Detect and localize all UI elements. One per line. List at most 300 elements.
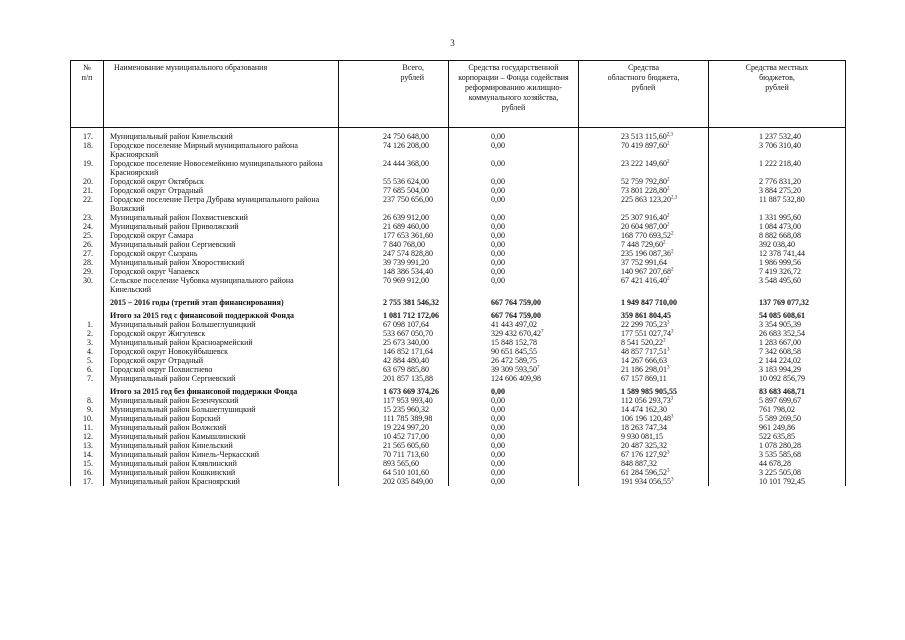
footnote-marker: 3 (670, 396, 674, 402)
row-name (104, 128, 339, 142)
row-regional (579, 222, 709, 231)
row-local-value: 7 342 608,58 (759, 347, 801, 356)
footnote-marker: 3 (671, 414, 674, 420)
row-number (71, 383, 104, 396)
row-total (339, 276, 449, 294)
row-name-value: Муниципальный район Большеглушицкий (110, 405, 256, 414)
row-name-value: Муниципальный район Кинельский (110, 132, 233, 141)
row-regional-value: 191 934 056,55 (621, 477, 671, 486)
row-name (104, 441, 339, 450)
row-local (709, 141, 846, 159)
row-number-value: 19. (83, 159, 93, 168)
row-fund (449, 213, 579, 222)
table-row (71, 459, 846, 468)
row-total (339, 423, 449, 432)
row-total-value: 202 035 849,00 (383, 477, 433, 486)
row-name-value: Городское поселение Петра Дубрава муниципального района Волжский (110, 195, 320, 213)
row-total-value: 15 235 960,32 (383, 405, 429, 414)
row-regional (579, 441, 709, 450)
row-name-value: Городской округ Самара (110, 231, 194, 240)
row-local-value: 44 678,28 (759, 459, 791, 468)
row-local-value: 10 092 856,79 (759, 374, 805, 383)
row-name (104, 258, 339, 267)
table-row (71, 128, 846, 142)
row-number (71, 477, 104, 486)
row-local-value: 3 548 495,60 (759, 276, 801, 285)
row-fund-value: 0,00 (491, 177, 505, 186)
row-fund (449, 186, 579, 195)
row-fund-value: 0,00 (491, 387, 505, 396)
footnote-marker: 3 (667, 365, 670, 371)
row-name-value: Городской округ Жигулевск (110, 329, 206, 338)
footnote-marker: 2 (667, 177, 670, 183)
row-local (709, 240, 846, 249)
footnote-marker: 2,3 (671, 195, 678, 201)
financing-table (70, 60, 846, 486)
row-regional (579, 195, 709, 213)
footnote-marker: 7 (541, 329, 544, 335)
row-fund (449, 258, 579, 267)
row-regional (579, 258, 709, 267)
row-fund (449, 307, 579, 320)
row-regional (579, 240, 709, 249)
row-number-value: 16. (83, 468, 93, 477)
table-row (71, 222, 846, 231)
row-regional-value: 14 267 666,63 (621, 356, 667, 365)
row-number (71, 222, 104, 231)
table-row (71, 177, 846, 186)
row-number-value: 3. (87, 338, 93, 347)
row-fund-value: 26 472 589,75 (491, 356, 537, 365)
row-number (71, 240, 104, 249)
row-regional (579, 477, 709, 486)
row-name (104, 396, 339, 405)
row-number-value: 14. (83, 450, 93, 459)
row-total (339, 405, 449, 414)
table-row (71, 441, 846, 450)
row-total (339, 468, 449, 477)
row-local (709, 177, 846, 186)
row-fund-value: 0,00 (491, 441, 505, 450)
row-local-value: 3 706 310,40 (759, 141, 801, 150)
footnote-marker: 2 (667, 186, 670, 192)
row-total (339, 186, 449, 195)
row-name-value: Муниципальный район Клявлинский (110, 459, 237, 468)
row-name (104, 374, 339, 383)
row-local-value: 3 183 994,29 (759, 365, 801, 374)
row-fund-value: 0,00 (491, 141, 505, 150)
header-total (339, 61, 449, 128)
row-regional-value: 67 176 127,92 (621, 450, 667, 459)
row-local (709, 307, 846, 320)
row-fund (449, 276, 579, 294)
row-regional (579, 338, 709, 347)
row-name (104, 459, 339, 468)
row-name (104, 432, 339, 441)
row-total-value: 146 852 171,64 (383, 347, 433, 356)
row-number (71, 450, 104, 459)
row-fund (449, 231, 579, 240)
row-name (104, 177, 339, 186)
header-local-text: Средства местных бюджетов, рублей (745, 63, 809, 92)
row-number (71, 195, 104, 213)
row-local-value: 2 776 831,20 (759, 177, 801, 186)
row-name-value: Итого за 2015 год с финансовой поддержкой Фонда (110, 311, 294, 320)
row-local (709, 213, 846, 222)
row-name-value: Муниципальный район Безенчукский (110, 396, 239, 405)
row-total (339, 329, 449, 338)
row-fund-value: 41 443 497,02 (491, 320, 537, 329)
row-regional-value: 37 752 991,64 (621, 258, 667, 267)
row-name-value: Муниципальный район Борский (110, 414, 221, 423)
footnote-marker: 3 (667, 450, 670, 456)
row-local-value: 26 683 352,54 (759, 329, 805, 338)
row-regional-value: 25 307 916,40 (621, 213, 667, 222)
row-fund-value: 667 764 759,00 (491, 298, 541, 307)
row-total-value: 117 953 993,40 (383, 396, 433, 405)
table-row (71, 338, 846, 347)
row-regional-value: 67 157 869,11 (621, 374, 667, 383)
row-local (709, 459, 846, 468)
row-fund-value: 0,00 (491, 468, 505, 477)
footnote-marker: 3 (667, 320, 670, 326)
row-total-value: 42 884 480,40 (383, 356, 429, 365)
row-fund (449, 195, 579, 213)
row-regional-value: 73 801 228,80 (621, 186, 667, 195)
table-row (71, 213, 846, 222)
row-name (104, 414, 339, 423)
row-regional-value: 235 196 087,36 (621, 249, 671, 258)
table-row (71, 320, 846, 329)
row-total-value: 70 711 713,60 (383, 450, 429, 459)
table-row (71, 186, 846, 195)
table-row (71, 240, 846, 249)
row-regional (579, 459, 709, 468)
row-number-value: 13. (83, 441, 93, 450)
row-fund (449, 320, 579, 329)
row-name (104, 405, 339, 414)
table-body (71, 128, 846, 487)
row-local (709, 159, 846, 177)
row-local (709, 294, 846, 307)
row-number-value: 23. (83, 213, 93, 222)
footnote-marker: 2 (671, 249, 674, 255)
row-local-value: 3 354 905,39 (759, 320, 801, 329)
row-name-value: 2015 – 2016 годы (третий этап финансирования) (110, 298, 284, 307)
row-name-value: Муниципальный район Красноярский (110, 477, 240, 486)
row-fund (449, 414, 579, 423)
row-local-value: 1 084 473,00 (759, 222, 801, 231)
row-fund (449, 468, 579, 477)
row-regional (579, 267, 709, 276)
row-name-value: Городское поселение Новосемейкино муниципального района Красноярский (110, 159, 323, 177)
row-regional-value: 168 770 693,52 (621, 231, 671, 240)
row-total (339, 258, 449, 267)
row-name (104, 276, 339, 294)
table-row (71, 159, 846, 177)
row-number-value: 10. (83, 414, 93, 423)
row-fund (449, 141, 579, 159)
row-name-value: Муниципальный район Камышлинский (110, 432, 246, 441)
row-fund-value: 0,00 (491, 213, 505, 222)
row-fund-value: 0,00 (491, 396, 505, 405)
row-number-value: 28. (83, 258, 93, 267)
row-local (709, 405, 846, 414)
row-name-value: Городское поселение Мирный муниципального района Красноярский (110, 141, 298, 159)
row-fund (449, 459, 579, 468)
row-regional-value: 848 887,32 (621, 459, 657, 468)
row-local (709, 267, 846, 276)
row-local-value: 522 635,85 (759, 432, 795, 441)
row-name-value: Муниципальный район Сергиевский (110, 240, 236, 249)
row-fund-value: 0,00 (491, 405, 505, 414)
row-regional-value: 1 949 847 710,00 (621, 298, 677, 307)
footnote-marker: 3 (667, 347, 670, 353)
row-local-value: 3 884 275,20 (759, 186, 801, 195)
row-fund (449, 405, 579, 414)
row-name-value: Городской округ Новокуйбышевск (110, 347, 229, 356)
row-regional-value: 70 419 897,60 (621, 141, 667, 150)
row-fund (449, 356, 579, 365)
row-regional-value: 1 589 985 905,55 (621, 387, 677, 396)
row-local (709, 477, 846, 486)
row-total-value: 67 098 107,64 (383, 320, 429, 329)
table-row (71, 405, 846, 414)
row-regional-value: 21 186 298,01 (621, 365, 667, 374)
row-regional-value: 20 487 325,32 (621, 441, 667, 450)
row-number (71, 414, 104, 423)
row-number-value: 17. (83, 477, 93, 486)
row-number-value: 9. (87, 405, 93, 414)
table-row (71, 432, 846, 441)
row-name (104, 320, 339, 329)
row-fund (449, 365, 579, 374)
row-regional-value: 61 284 596,52 (621, 468, 667, 477)
row-name-value: Городской округ Чапаевск (110, 267, 200, 276)
row-total-value: 201 857 135,88 (383, 374, 433, 383)
table-row (71, 423, 846, 432)
row-total-value: 21 565 605,60 (383, 441, 429, 450)
row-regional-value: 359 861 804,45 (621, 311, 671, 320)
row-local (709, 276, 846, 294)
row-name (104, 365, 339, 374)
header-number-text: № п/п (81, 63, 93, 82)
row-number (71, 329, 104, 338)
row-name (104, 294, 339, 307)
row-regional (579, 432, 709, 441)
row-local-value: 5 589 269,50 (759, 414, 801, 423)
row-regional-value: 18 263 747,34 (621, 423, 667, 432)
row-regional-value: 48 857 717,51 (621, 347, 667, 356)
row-name (104, 267, 339, 276)
row-name-value: Муниципальный район Красноармейский (110, 338, 253, 347)
row-total (339, 383, 449, 396)
row-local (709, 396, 846, 405)
row-number (71, 459, 104, 468)
row-total-value: 64 510 101,60 (383, 468, 429, 477)
row-fund (449, 338, 579, 347)
row-regional (579, 276, 709, 294)
row-fund-value: 90 651 845,55 (491, 347, 537, 356)
row-fund-value: 124 606 409,98 (491, 374, 541, 383)
row-number-value: 5. (87, 356, 93, 365)
row-name-value: Городской округ Сызрань (110, 249, 198, 258)
row-number-value: 8. (87, 396, 93, 405)
row-local-value: 392 038,40 (759, 240, 795, 249)
row-regional (579, 128, 709, 142)
row-number-value: 22. (83, 195, 93, 204)
row-total-value: 2 755 381 546,32 (383, 298, 439, 307)
footnote-marker: 3 (671, 329, 674, 335)
row-name-value: Городской округ Похвистнево (110, 365, 213, 374)
row-number (71, 356, 104, 365)
table-row (71, 414, 846, 423)
row-fund (449, 477, 579, 486)
row-name-value: Муниципальный район Сергиевский (110, 374, 236, 383)
row-fund-value: 0,00 (491, 195, 505, 204)
row-fund (449, 329, 579, 338)
row-regional (579, 294, 709, 307)
row-local (709, 128, 846, 142)
row-fund-value: 0,00 (491, 267, 505, 276)
row-total-value: 893 565,60 (383, 459, 419, 468)
row-total (339, 320, 449, 329)
table-row (71, 396, 846, 405)
row-regional (579, 213, 709, 222)
row-regional (579, 159, 709, 177)
row-fund-value: 0,00 (491, 249, 505, 258)
row-name (104, 231, 339, 240)
row-fund (449, 249, 579, 258)
row-total-value: 237 750 656,00 (383, 195, 433, 204)
row-local (709, 383, 846, 396)
row-number (71, 347, 104, 356)
row-total-value: 24 444 368,00 (383, 159, 429, 168)
row-total (339, 307, 449, 320)
row-regional (579, 329, 709, 338)
table-row (71, 329, 846, 338)
header-fund-text: Средства государственной корпорации – Фонда содействия реформированию жилищно- коммунального хозяйства, рублей (458, 63, 569, 112)
row-fund-value: 0,00 (491, 459, 505, 468)
row-number-value: 26. (83, 240, 93, 249)
row-name (104, 240, 339, 249)
row-number (71, 141, 104, 159)
row-number (71, 374, 104, 383)
header-name-text: Наименование муниципального образования (114, 63, 268, 72)
row-total-value: 39 739 991,20 (383, 258, 429, 267)
row-name (104, 249, 339, 258)
row-number (71, 258, 104, 267)
row-regional (579, 405, 709, 414)
row-local-value: 1 986 999,56 (759, 258, 801, 267)
row-total (339, 195, 449, 213)
row-total (339, 356, 449, 365)
footnote-marker: 2 (667, 276, 670, 282)
row-name-value: Городской округ Отрадный (110, 186, 204, 195)
row-total (339, 128, 449, 142)
row-total (339, 432, 449, 441)
footnote-marker: 3 (671, 477, 674, 483)
row-fund-value: 0,00 (491, 132, 505, 141)
table-row (71, 356, 846, 365)
row-name-value: Муниципальный район Волжский (110, 423, 227, 432)
row-total-value: 24 750 648,00 (383, 132, 429, 141)
row-local-value: 83 683 468,71 (759, 387, 805, 396)
row-name (104, 307, 339, 320)
row-name (104, 195, 339, 213)
row-regional (579, 347, 709, 356)
row-local (709, 338, 846, 347)
row-fund-value: 39 309 593,50 (491, 365, 537, 374)
row-regional (579, 320, 709, 329)
row-number (71, 405, 104, 414)
row-number (71, 432, 104, 441)
row-total-value: 1 673 669 374,26 (383, 387, 439, 396)
row-number-value: 12. (83, 432, 93, 441)
row-regional-value: 106 196 120,48 (621, 414, 671, 423)
row-local (709, 186, 846, 195)
row-name (104, 347, 339, 356)
row-fund-value: 329 432 670,42 (491, 329, 541, 338)
row-total-value: 26 639 912,00 (383, 213, 429, 222)
row-number-value: 24. (83, 222, 93, 231)
row-regional-value: 14 474 162,30 (621, 405, 667, 414)
row-local-value: 761 798,02 (759, 405, 795, 414)
footnote-marker: 2 (667, 222, 670, 228)
row-regional (579, 231, 709, 240)
row-total-value: 63 679 885,80 (383, 365, 429, 374)
row-number (71, 267, 104, 276)
row-local (709, 320, 846, 329)
row-number (71, 186, 104, 195)
row-number (71, 338, 104, 347)
row-local (709, 356, 846, 365)
row-total-value: 74 126 208,00 (383, 141, 429, 150)
row-regional (579, 450, 709, 459)
row-local (709, 365, 846, 374)
header-regional-text: Средства областного бюджета, рублей (607, 63, 680, 92)
row-local (709, 195, 846, 213)
row-total-value: 10 452 717,00 (383, 432, 429, 441)
row-fund-value: 667 764 759,00 (491, 311, 541, 320)
footnote-marker: 2 (667, 159, 670, 165)
row-name-value: Муниципальный район Кошкинский (110, 468, 236, 477)
row-regional-value: 9 930 081,15 (621, 432, 663, 441)
row-total (339, 177, 449, 186)
footnote-marker: 2 (667, 213, 670, 219)
row-fund-value: 0,00 (491, 276, 505, 285)
row-name (104, 329, 339, 338)
row-regional-value: 7 448 729,60 (621, 240, 663, 249)
row-local (709, 222, 846, 231)
row-fund (449, 159, 579, 177)
row-total (339, 338, 449, 347)
row-total (339, 459, 449, 468)
row-regional (579, 423, 709, 432)
row-fund (449, 222, 579, 231)
table-row (71, 450, 846, 459)
row-name (104, 141, 339, 159)
row-local (709, 258, 846, 267)
row-number (71, 159, 104, 177)
row-total (339, 441, 449, 450)
row-number (71, 441, 104, 450)
row-fund (449, 177, 579, 186)
footnote-marker: 2 (671, 267, 674, 273)
row-number (71, 468, 104, 477)
row-name-value: Муниципальный район Приволжский (110, 222, 239, 231)
row-local-value: 1 237 532,40 (759, 132, 801, 141)
